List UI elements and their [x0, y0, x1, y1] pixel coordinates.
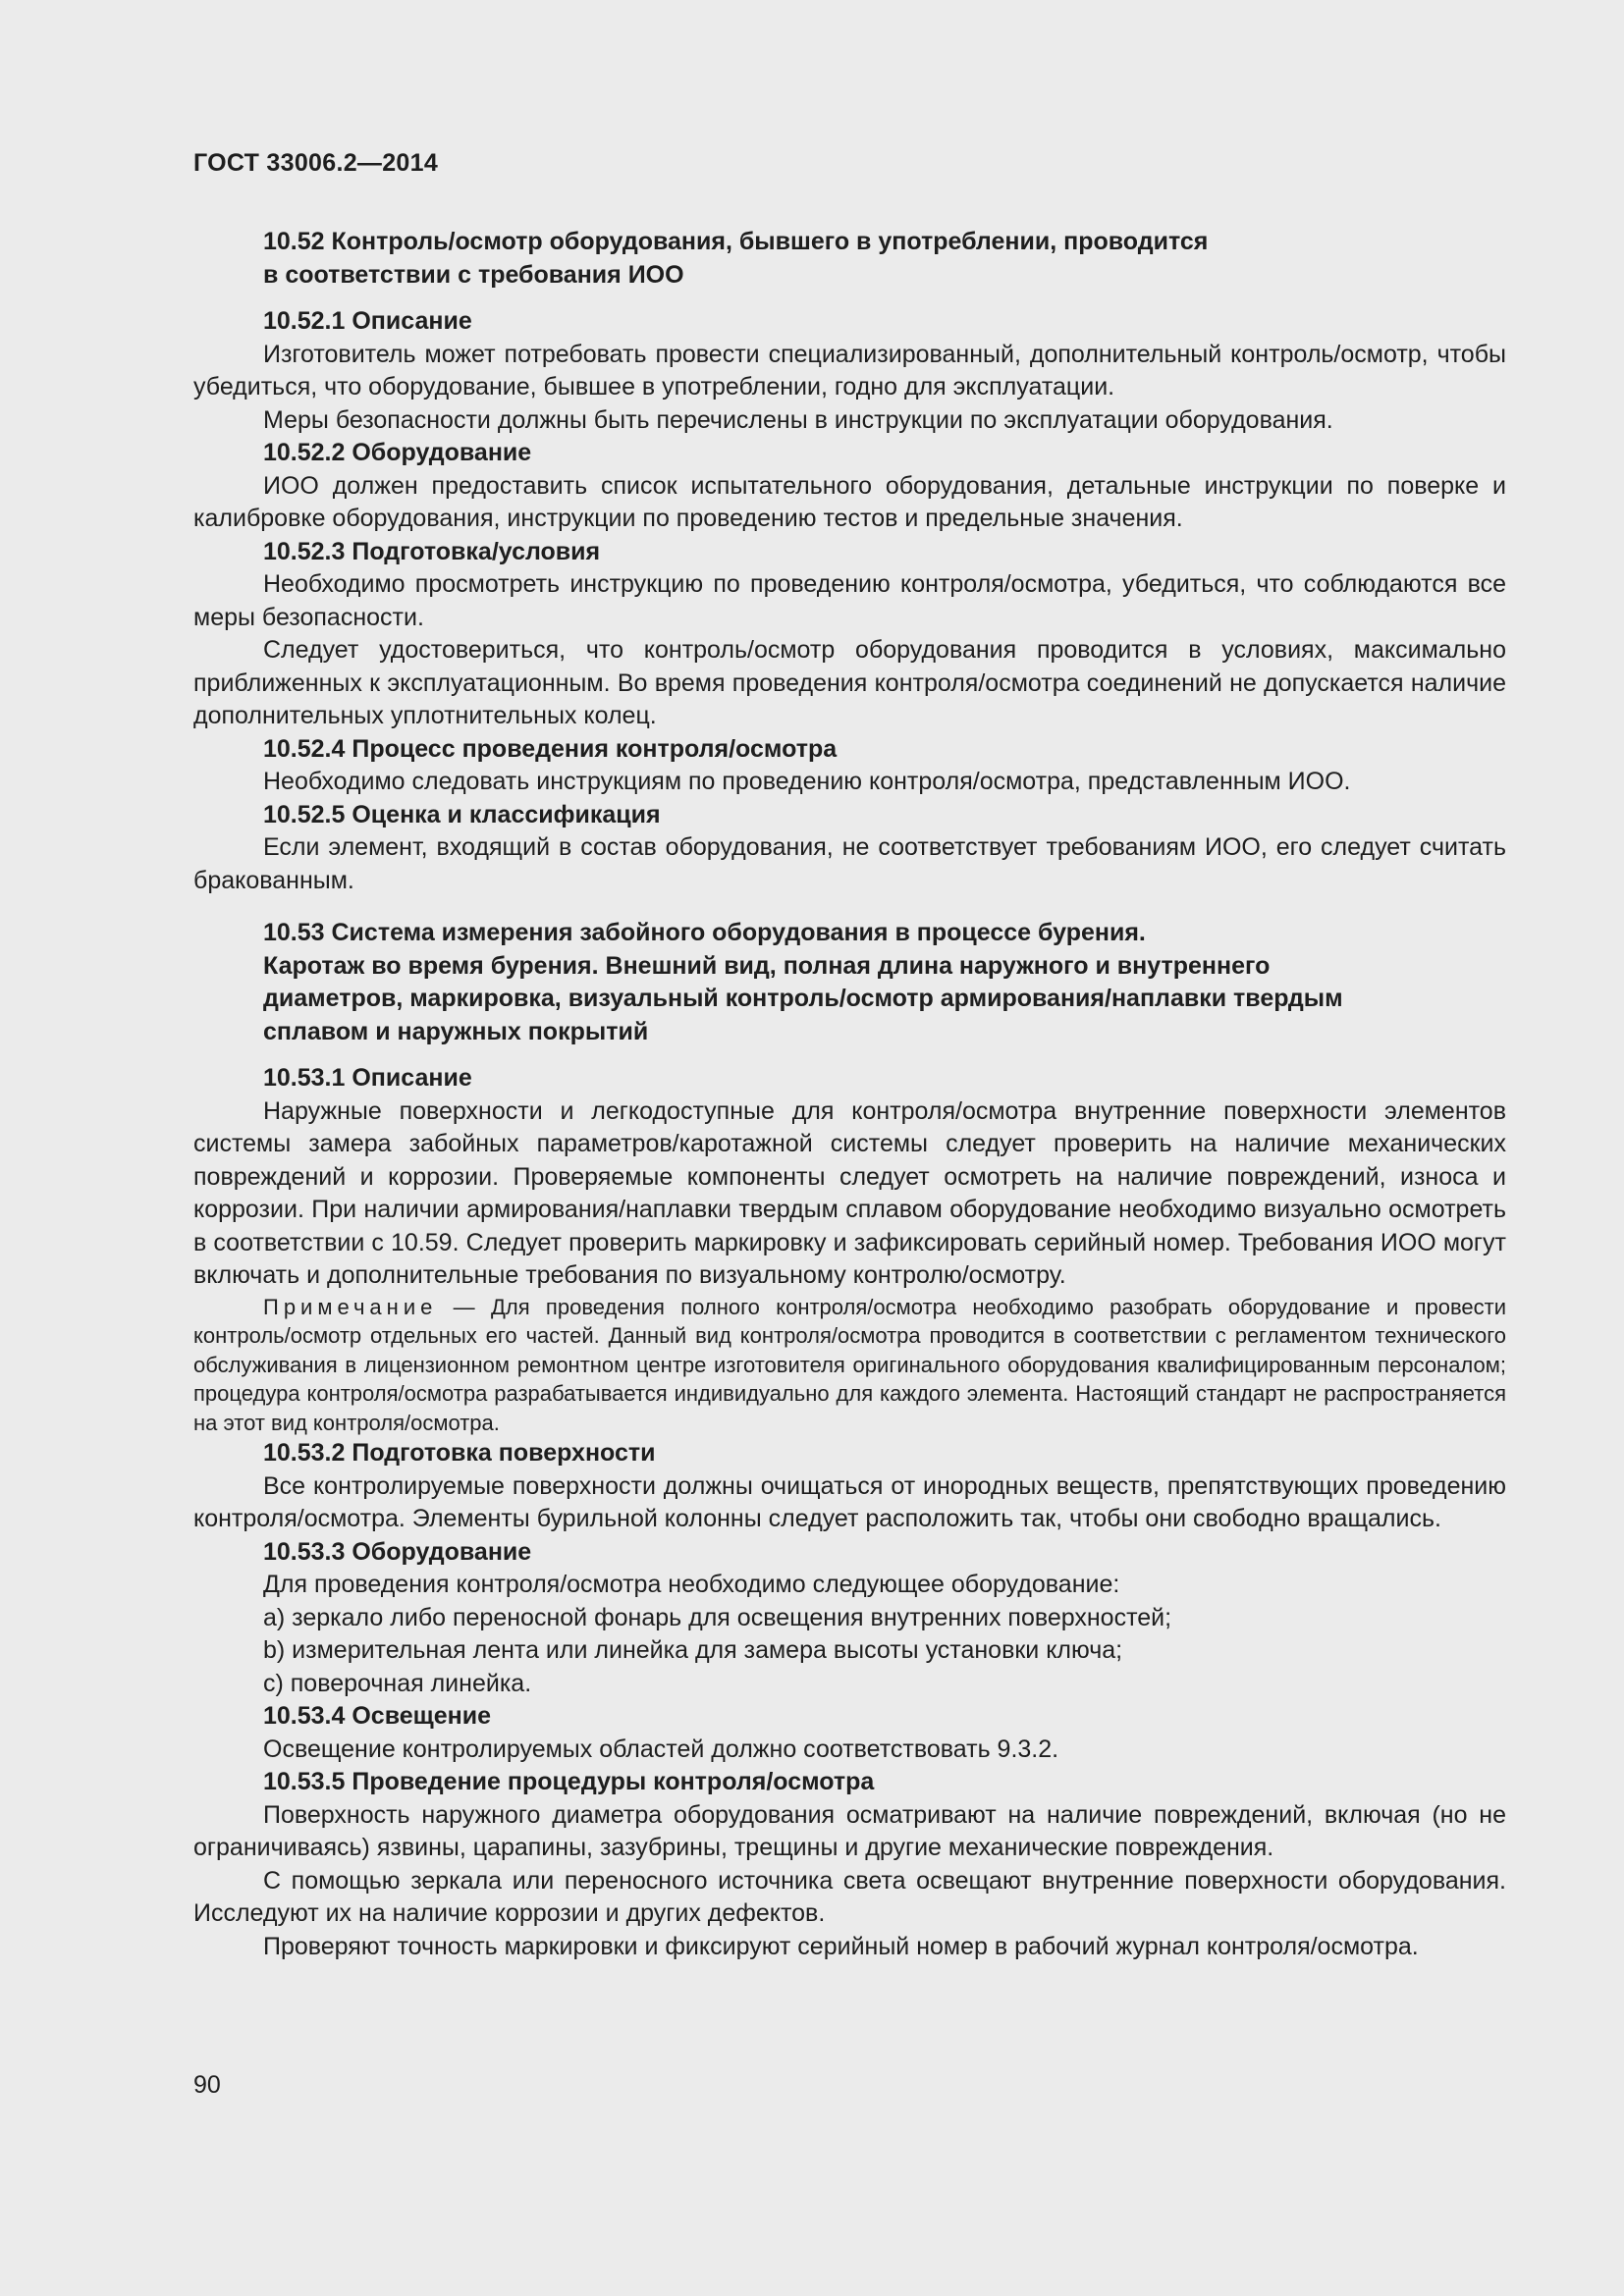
paragraph: Освещение контролируемых областей должно соответствовать 9.3.2.	[263, 1735, 1059, 1763]
paragraph: Для проведения контроля/осмотра необходимо следующее оборудование:	[263, 1571, 1120, 1598]
paragraph: Изготовитель может потребовать провести специализированный, дополнительный контроль/осмотр, чтобы убедиться, что оборудование, бывшее в употреблении, годно для эксплуатации.	[193, 340, 1506, 400]
paragraph: С помощью зеркала или переносного источника света освещают внутренние поверхности оборудования. Исследуют их на наличие коррозии и других дефектов.	[193, 1866, 1506, 1927]
paragraph: Необходимо следовать инструкциям по проведению контроля/осмотра, представленным ИОО.	[263, 768, 1351, 795]
section-title-line: 10.52 Контроль/осмотр оборудования, бывшего в употреблении, проводится	[263, 228, 1209, 255]
subsection-10-53-2-title: 10.53.2 Подготовка поверхности	[263, 1439, 656, 1467]
section-10-52-title	[193, 226, 1506, 292]
paragraph: ИОО должен предоставить список испытательного оборудования, детальные инструкции по поверке и калибровке оборудования, инструкции по проведению тестов и предельные значения.	[193, 471, 1506, 532]
section-title-line: 10.53 Система измерения забойного оборудования в процессе бурения.	[263, 919, 1146, 946]
subsection-10-53-3-title: 10.53.3 Оборудование	[263, 1537, 532, 1566]
note-label: Примечание	[263, 1294, 438, 1319]
paragraph: Необходимо просмотреть инструкцию по проведению контроля/осмотра, убедиться, что соблюдаются все меры безопасности.	[193, 570, 1506, 631]
subsection-10-53-5-title: 10.53.5 Проведение процедуры контроля/осмотра	[263, 1768, 875, 1795]
list-item: b) измерительная лента или линейка для замера высоты установки ключа;	[263, 1636, 1123, 1664]
note	[193, 1293, 1506, 1438]
list-item: a) зеркало либо переносной фонарь для освещения внутренних поверхностей;	[263, 1603, 1172, 1631]
page-number: 90	[193, 2071, 221, 2099]
section-title-line: диаметров, маркировка, визуальный контроль/осмотр армирования/наплавки твердым	[263, 985, 1343, 1012]
paragraph: Меры безопасности должны быть перечислены в инструкции по эксплуатации оборудования.	[263, 405, 1333, 434]
section-10-53-title	[193, 917, 1506, 1048]
paragraph: Поверхность наружного диаметра оборудования осматривают на наличие повреждений, включая (но не ограничиваясь) язвины, царапины, зазубрины, трещины и другие механические повреждения.	[193, 1800, 1506, 1861]
section-title-line: в соответствии с требования ИОО	[263, 260, 684, 289]
paragraph: Проверяют точность маркировки и фиксируют серийный номер в рабочий журнал контроля/осмотра.	[263, 1932, 1419, 1960]
subsection-10-52-3-title: 10.52.3 Подготовка/условия	[263, 537, 601, 565]
note-text: — Для проведения полного контроля/осмотра необходимо разобрать оборудование и провести контроль/осмотр отдельных его частей. Данный вид контроля/осмотра проводится в соответствии с регламентом технического обслуживания в лицензионном ремонтном центре изготовителя оригинального оборудования квалифицированным персоналом; процедура контроля/осмотра разрабатывается индивидуально для каждого элемента. Настоящий стандарт не распространяется на этот вид контроля/осмотра.	[193, 1294, 1506, 1435]
paragraph: Все контролируемые поверхности должны очищаться от инородных веществ, препятствующих проведению контроля/осмотра. Элементы бурильной колонны следует расположить так, чтобы они свободно вращались.	[193, 1471, 1506, 1532]
subsection-10-52-2-title: 10.52.2 Оборудование	[263, 439, 532, 466]
subsection-10-52-5-title: 10.52.5 Оценка и классификация	[263, 800, 661, 828]
section-title-line: сплавом и наружных покрытий	[263, 1017, 649, 1045]
subsection-10-53-1-title: 10.53.1 Описание	[263, 1064, 472, 1092]
paragraph: Наружные поверхности и легкодоступные для контроля/осмотра внутренние поверхности элементов системы замера забойных параметров/каротажной системы следует проверить на наличие механических повреждений и коррозии. Проверяемые компоненты следует осмотреть на наличие повреждений, износа и коррозии. При наличии армирования/наплавки твердым сплавом оборудование необходимо визуально осмотреть в соответствии с 10.59. Следует проверить маркировку и зафиксировать серийный номер. Требования ИОО могут включать и дополнительные требования по визуальному контролю/осмотру.	[193, 1096, 1506, 1289]
paragraph: Следует удостовериться, что контроль/осмотр оборудования проводится в условиях, максимально приближенных к эксплуатационным. Во время проведения контроля/осмотра соединений не допускается наличие дополнительных уплотнительных колец.	[193, 636, 1506, 729]
subsection-10-53-4-title: 10.53.4 Освещение	[263, 1702, 492, 1730]
document-code: ГОСТ 33006.2—2014	[193, 149, 439, 177]
section-title-line: Каротаж во время бурения. Внешний вид, полная длина наружного и внутреннего	[263, 951, 1271, 980]
paragraph: Если элемент, входящий в состав оборудования, не соответствует требованиям ИОО, его следует считать бракованным.	[193, 833, 1506, 894]
subsection-10-52-1-title: 10.52.1 Описание	[263, 307, 472, 335]
subsection-10-52-4-title: 10.52.4 Процесс проведения контроля/осмотра	[263, 734, 838, 763]
list-item: c) поверочная линейка.	[263, 1669, 532, 1697]
page-content	[193, 226, 1506, 1963]
